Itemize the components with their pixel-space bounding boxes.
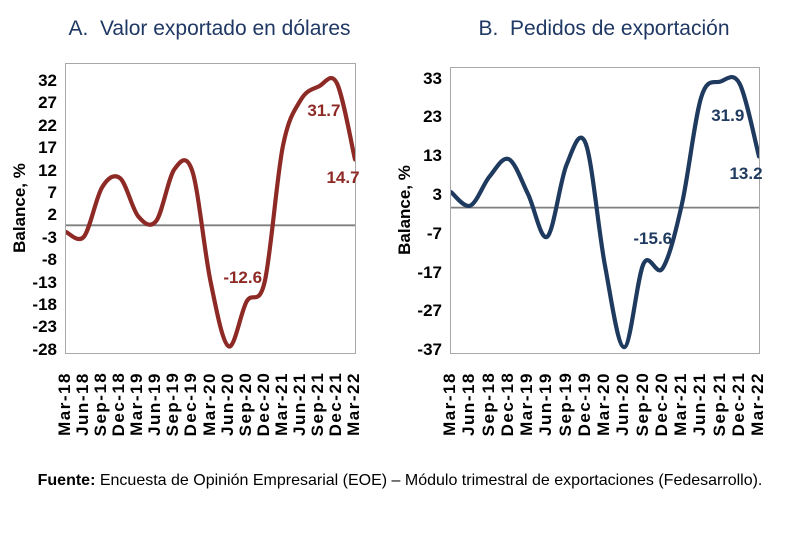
y-tick-label: 22 bbox=[38, 115, 57, 135]
x-tick-label: Mar-22 bbox=[748, 372, 767, 436]
x-tick-label: Sep-20 bbox=[632, 371, 652, 437]
data-label: 13.2 bbox=[729, 164, 763, 184]
y-tick-label: -3 bbox=[41, 227, 57, 247]
x-tick-label: Mar-22 bbox=[344, 372, 363, 436]
x-tick-label: Sep-18 bbox=[91, 371, 111, 437]
y-tick-label: -17 bbox=[417, 262, 442, 282]
data-label: -12.6 bbox=[223, 267, 263, 287]
y-tick-label: -27 bbox=[417, 301, 442, 321]
chart-b-pedidos-exportacion bbox=[385, 0, 800, 470]
y-tick-label: -23 bbox=[32, 317, 57, 337]
chart-b-y-axis-title: Balance, % bbox=[395, 164, 414, 255]
chart-a-title: A. Valor exportado en dólares bbox=[68, 17, 351, 40]
x-tick-label: Mar-21 bbox=[671, 372, 690, 436]
source-note-text: Encuesta de Opinión Empresarial (EOE) – Módulo trimestral de exportaciones (Fedesarrollo). bbox=[95, 472, 763, 489]
data-label: -15.6 bbox=[633, 229, 673, 249]
chart-b-title: B. Pedidos de exportación bbox=[478, 17, 730, 40]
y-tick-label: 2 bbox=[47, 205, 57, 225]
x-tick-label: Dec-18 bbox=[497, 371, 517, 437]
y-tick-label: 27 bbox=[38, 93, 57, 113]
y-tick-label: 13 bbox=[423, 146, 442, 166]
x-tick-label: Dec-20 bbox=[253, 371, 273, 437]
chart-b-plot-area bbox=[450, 67, 763, 354]
x-tick-label: Dec-19 bbox=[574, 371, 594, 437]
x-tick-label: Mar-18 bbox=[440, 372, 459, 436]
x-tick-label: Mar-21 bbox=[271, 372, 291, 436]
x-tick-label: Jun-21 bbox=[690, 372, 710, 436]
x-tick-label: Jun-20 bbox=[613, 372, 633, 436]
x-tick-label: Dec-19 bbox=[181, 371, 201, 437]
x-tick-label: Dec-21 bbox=[728, 371, 748, 437]
source-note bbox=[0, 472, 800, 490]
x-tick-label: Mar-18 bbox=[55, 372, 74, 436]
x-tick-label: Sep-20 bbox=[235, 371, 255, 437]
data-label: 14.7 bbox=[326, 168, 360, 188]
x-tick-label: Sep-18 bbox=[478, 371, 498, 437]
source-note-prefix: Fuente: bbox=[37, 472, 96, 489]
data-label: 31.9 bbox=[711, 105, 745, 125]
x-tick-label: Mar-19 bbox=[517, 372, 536, 436]
x-tick-label: Jun-19 bbox=[536, 372, 556, 436]
x-tick-label: Jun-19 bbox=[145, 372, 165, 436]
x-tick-label: Mar-19 bbox=[127, 372, 147, 436]
x-tick-label: Jun-21 bbox=[289, 372, 309, 436]
x-tick-label: Sep-19 bbox=[555, 371, 575, 437]
y-tick-label: 7 bbox=[47, 182, 57, 202]
y-tick-label: -18 bbox=[32, 294, 57, 314]
y-tick-label: 23 bbox=[423, 107, 442, 127]
y-tick-label: 3 bbox=[432, 184, 442, 204]
chart-a-y-axis-title: Balance, % bbox=[10, 162, 29, 253]
x-tick-label: Dec-18 bbox=[109, 371, 129, 437]
y-tick-label: -13 bbox=[32, 272, 57, 292]
y-tick-label: -37 bbox=[417, 340, 442, 360]
data-label: 31.7 bbox=[307, 101, 341, 121]
x-tick-label: Sep-21 bbox=[709, 371, 729, 437]
x-tick-label: Jun-20 bbox=[217, 372, 237, 436]
y-tick-label: 33 bbox=[423, 68, 442, 88]
chart-a-plot-area bbox=[65, 63, 360, 354]
y-tick-label: -7 bbox=[426, 223, 442, 243]
y-tick-label: 12 bbox=[38, 160, 57, 180]
y-tick-label: 32 bbox=[38, 70, 57, 90]
y-tick-label: -8 bbox=[41, 250, 57, 270]
x-tick-label: Dec-21 bbox=[325, 371, 345, 437]
x-tick-label: Mar-20 bbox=[594, 372, 613, 436]
x-tick-label: Jun-18 bbox=[73, 372, 93, 436]
y-tick-label: 17 bbox=[38, 138, 57, 158]
y-tick-label: -28 bbox=[32, 339, 57, 359]
x-tick-label: Dec-20 bbox=[651, 371, 671, 437]
x-tick-label: Jun-18 bbox=[459, 372, 479, 436]
x-tick-label: Sep-21 bbox=[307, 371, 327, 437]
chart-a-valor-exportado bbox=[0, 0, 392, 470]
x-tick-label: Sep-19 bbox=[163, 371, 183, 437]
x-tick-label: Mar-20 bbox=[199, 372, 219, 436]
